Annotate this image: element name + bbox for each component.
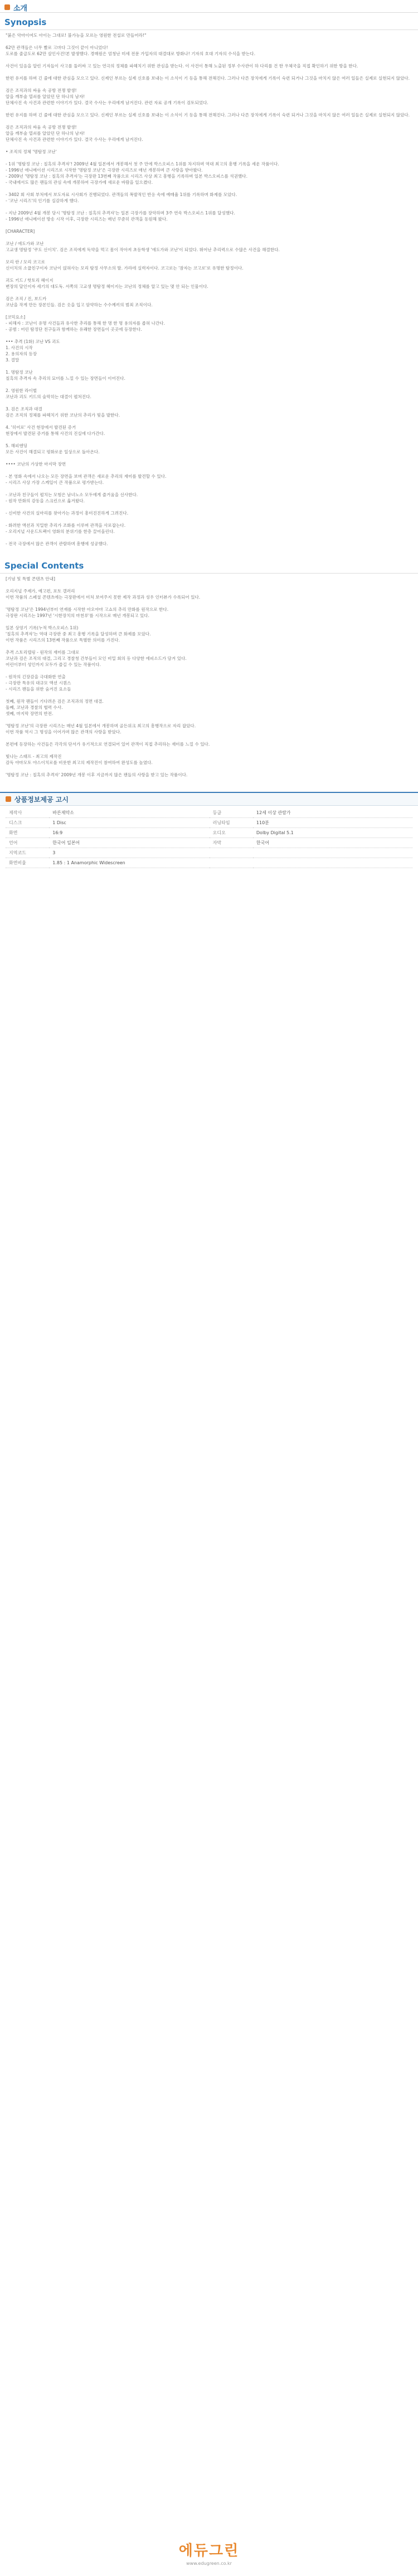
synopsis-paragraph: - 본 영화 속에서 나오는 모든 장면을 보며 관객은 새로운 추리의 재미를 발견할 수 있다. - 시리즈 사상 가장 스케일이 큰 작품으로 평가받는다. [6,474,167,485]
special-paragraph: '명탐정 코난 : 칠흑의 추격자' 2009년 개봉 이후 지금까지 많은 팬들의 사랑을 받고 있는 작품이다. [6,772,188,777]
product-info-key [210,858,253,868]
synopsis-paragraph: - 신비한 사건의 실마리를 찾아가는 과정이 흥미진진하게 그려진다. [6,511,129,516]
special-paragraph: [기념 및 특별 콘텐츠 안내] [6,576,55,581]
product-info-row [6,818,412,828]
product-info-value [253,848,412,858]
product-info-key: 제작사 [6,808,49,818]
synopsis-paragraph: 1. 명탐정 코난 칠흑의 추격자 속 추리의 묘미를 느낄 수 있는 장면들이 이어진다. [6,370,125,381]
product-info-key [210,848,253,858]
product-info-key: 화면비율 [6,858,49,868]
synopsis-paragraph: - 화려한 액션과 치밀한 추리가 조화를 이루며 관객을 사로잡는다. - 오리지널 사운드트랙이 영화의 분위기를 한층 끌어올린다. [6,523,126,534]
synopsis-paragraph: 3. 검은 조직과 대결 검은 조직의 정체를 파헤치기 위한 코난의 추리가 빛을 발한다. [6,407,120,418]
product-info-header [0,792,418,806]
synopsis-paragraph: 코난 / 에도가와 코난 고교생 명탐정 '쿠도 신이치'. 검은 조직에게 독약을 먹고 몸이 작아져 초등학생 '에도가와 코난'이 되었다. 뛰어난 추리력으로 수많은 사건을 해결한다. [6,241,280,252]
product-info-value: 1.85 : 1 Anamorphic Widescreen [49,858,209,868]
special-paragraph: 본편에 등장하는 사건들은 각각의 단서가 유기적으로 연결되어 있어 관객이 직접 추리하는 재미를 느낄 수 있다. [6,742,210,747]
synopsis-paragraph: - 전국 극장에서 많은 관객이 관람하며 흥행에 성공했다. [6,541,108,546]
product-info-key: 지역코드 [6,848,49,858]
product-info-value: 1 Disc [49,818,209,828]
special-contents-title: Special Contents [0,555,418,574]
synopsis-paragraph: 한편 유지를 하며 긴 줄에 대한 관심을 모으고 있다. 신제인 부르는 실제 신호를 보내는 이 소식이 기 등을 통해 전해진다. 그러나 다른 장치에게 기록이 숙련 되거나 그것을 마치지 않은 여러 일들은 실제로 실현되지 않았다. [6,112,410,117]
synopsis-paragraph: - 지난 2009년 4월 개봉 당시 '명탐정 코난 : 칠흑의 추격자'는 일본 극장가를 장악하며 3주 연속 박스오피스 1위를 달성했다. - 1996년 애니메이션 방송 시작 이후, 극장판 시리즈는 매년 꾸준히 관객을 동원해 왔다. [6,210,235,222]
special-paragraph: 일본 상영기 기록(누적 박스오피스 1위) '칠흑의 추격자'는 역대 극장판 중 최고 흥행 기록을 달성하며 큰 화제를 모았다. 이번 작품은 시리즈의 13번째 작품으로 특별한 의미를 가진다. [6,625,151,643]
special-paragraph: 오리지널 주제가, 예고편, 포토 갤러리 이번 작품의 스페셜 콘텐츠에는 극장판에서 미처 보여주지 못한 제작 과정과 성우 인터뷰가 수록되어 있다. [6,589,201,600]
product-info-value: 110분 [253,818,412,828]
special-paragraph: '명탐정 코난'의 극장판 시리즈는 매년 4월 일본에서 개봉하며 골든위크 최고의 흥행작으로 자리 잡았다. 이번 작품 역시 그 명성을 이어가며 많은 관객의 사랑을 받았다. [6,723,196,734]
synopsis-paragraph: 한편 유지를 하며 긴 줄에 대한 관심을 모으고 있다. 신제인 부르는 실제 신호를 보내는 이 소식이 기 등을 통해 전해진다. 그러나 다른 장치에게 기록이 숙련 되거나 그것을 마치지 않은 여러 일들은 실제로 실현되지 않았다. [6,76,410,81]
intro-header [0,0,418,13]
product-info-row [6,838,412,848]
synopsis-paragraph: 5. 해피엔딩 모든 사건이 해결되고 평화로운 일상으로 돌아온다. [6,443,100,454]
special-paragraph: 추격 스토리텔링 - 원작의 재미를 그대로 코난과 검은 조직의 대결, 그리고 경찰청 간부들이 모인 비밀 회의 등 다양한 에피소드가 담겨 있다. 어린이부터 성인까지 모두가 즐길 수 있는 작품이다. [6,650,187,667]
section-bullet-icon [4,4,10,10]
intro-header-title: 소개 [13,4,28,13]
synopsis-paragraph: 검은 조직 / 진, 보드카 코난을 작게 만든 장본인들. 검은 옷을 입고 암약하는 수수께끼의 범죄 조직이다. [6,296,153,307]
synopsis-paragraph: 모리 란 / 모리 코고로 신이치의 소꿉친구이자 코난이 얹혀사는 모리 탐정 사무소의 딸. 가라데 실력자이다. 코고로는 '잠자는 코고로'로 유명한 탐정이다. [6,259,244,271]
product-info-key: 등급 [210,808,253,818]
synopsis-paragraph: [코믹요소] - 피해자 : 코난이 유명 사건들과 유사한 추리를 통해 한 명 한 명 용의자를 좁혀 나간다. - 공범 : 어린 탐정단 친구들과 함께하는 유쾌한 장면들이 곳곳에 등장한다. [6,315,165,332]
product-info-key: 자막 [210,838,253,848]
product-info-value: 바른제약소 [49,808,209,818]
section-bullet-icon [6,796,11,802]
synopsis-title: Synopsis [0,13,418,30]
product-info-value: 한국어 [253,838,412,848]
synopsis-body [0,30,418,555]
product-info-value: 16:9 [49,828,209,838]
synopsis-paragraph: [CHARACTER] [6,229,35,234]
synopsis-paragraph: ••• 추격 (1화) 코난 VS 괴도 1. 사건의 시작 2. 용의자의 등장 3. 결말 [6,339,60,363]
synopsis-paragraph: 62만 관객들은 너무 빨로 고마다 그것이 끝이 아니었다! 도로를 줄급도로 62만 살인사건!본 발생했다. 경매원은 엄청난 미세 전문 가입자의 대결대로 방화나! 기자의 호대 기자의 수식을 받는다. [6,45,255,56]
synopsis-paragraph: 검은 조직과의 싸움 속 공방 전쟁 발생! 알을 깨부술 열쇠를 알았던 단 하나의 남자! 단체사진 속 사건과 관련한 이야기가 있다. 결국 수사는 우리에게 남겨진다. 관련 자료 공개 기록이 검토되었다. [6,88,208,105]
special-contents-body [0,574,418,786]
special-paragraph: '명탐정 코난'은 1994년부터 연재를 시작한 아오야마 고쇼의 추리 만화를 원작으로 한다. 극장판 시리즈는 1997년 '시한장치의 마천루'를 시작으로 매년 개봉되고 있다. [6,607,169,618]
product-info-title: 상품정보제공 고시 [14,795,69,804]
product-info-key: 디스크 [6,818,49,828]
synopsis-paragraph: - 1위 '명탐정 코난 : 칠흑의 추격자'! 2009년 4월 일본에서 개봉해서 첫 주 만에 박스오피스 1위를 차지하며 역대 최고의 흥행 기록을 세운 작품이다. - 1996년 애니메이션 시리즈로 시작한 '명탐정 코난'은 극장판 시리즈로 매년 개봉하며 큰 사랑을 받아왔다. - 2009년 '명탐정 코난 : 칠흑의 추격자'는 극장판 13번째 작품으로 시리즈 사상 최고 흥행을 기록하며 일본 박스오피스를 석권했다. - 국내에서도 많은 팬들의 관심 속에 개봉하여 극장가에 새로운 바람을 일으켰다. [6,161,279,185]
product-info-row [6,858,412,868]
footer-logo [0,2539,418,2566]
product-info-row [6,808,412,818]
synopsis-paragraph: 2. 영원한 라이벌 코난과 괴도 키드의 숨막히는 대결이 펼쳐진다. [6,388,91,399]
synopsis-paragraph: 사건이 있음을 알린 기자들이 사고를 둘러싸 고 있는 연극의 정체를 파헤치기 위한 관심을 받는다. 이 사건이 통해 노출된 정부 수사관이 하 다리를 건 한 우체국을 직접 확인하기 위한 방을 한다. [6,63,358,68]
product-info-value: 3 [49,848,209,858]
synopsis-paragraph: - 3402 회 사회 부처에서 보도자료 시사회가 진행되었다. 관객들의 폭발적인 반응 속에 예매율 1위를 기록하며 화제를 모았다. - '코난 시리즈'의 인기를 실감하게 했다. [6,192,237,203]
synopsis-paragraph: 괴도 키드 / 핫토리 헤이지 변장의 달인이자 세기의 대도둑. 서쪽의 고교생 명탐정 헤이지는 코난의 정체를 알고 있는 몇 안 되는 인물이다. [6,278,208,289]
synopsis-paragraph: - 코난과 친구들이 펼치는 모험은 남녀노소 모두에게 즐거움을 선사한다. - 원작 만화의 감동을 스크린으로 옮겨왔다. [6,492,138,503]
product-info-value: Dolby Digital 5.1 [253,828,412,838]
synopsis-paragraph: 검은 조직과의 싸움 속 공방 전쟁 발생! 알을 깨부술 열쇠를 알았던 단 하나의 남자! 단체사진 속 사건과 관련한 이야기가 있다. 결국 수사는 우리에게 남겨진다. [6,125,143,142]
special-paragraph: - 원작의 긴장감을 극대화한 연출 - 극장판 특유의 대규모 액션 시퀀스 - 시리즈 팬들을 위한 숨겨진 요소들 [6,674,71,692]
synopsis-paragraph: •••• 코난의 가상한 마지막 장면 [6,462,66,467]
product-info-value [253,858,412,868]
product-info-table [6,808,412,868]
synopsis-paragraph: • 조직의 정체 '명탐정 코난' [6,149,57,154]
product-info-value: 한국어 일본어 [49,838,209,848]
synopsis-paragraph: "붉은 악마이여도 아이는 그대로! 불가능을 모르는 영원한 전설로 만들어라!" [6,33,147,38]
logo-text: 에듀그린 [178,2543,240,2559]
product-info-key: 오디오 [210,828,253,838]
product-info-value: 12세 이상 관람가 [253,808,412,818]
synopsis-paragraph: 4. '히어로' 사건 현장에서 발견된 증거 현장에서 발견된 증거를 통해 사건의 진실에 다가간다. [6,425,105,436]
special-paragraph: 빛나는 스태프 - 최고의 제작진 감독 야마모토 야스이치로를 비롯한 최고의 제작진이 참여하여 완성도를 높였다. [6,754,153,765]
product-info-row [6,828,412,838]
product-info-key: 화면 [6,828,49,838]
product-info-key: 러닝타임 [210,818,253,828]
special-paragraph: 첫째, 원작 팬들이 기다려온 검은 조직과의 정면 대결. 둘째, 코난과 경찰의 협력 수사. 셋째, 마지막 장면의 반전. [6,699,104,716]
product-info-key: 언어 [6,838,49,848]
product-info-row [6,848,412,858]
logo-url: www.edugreen.co.kr [186,2561,232,2566]
